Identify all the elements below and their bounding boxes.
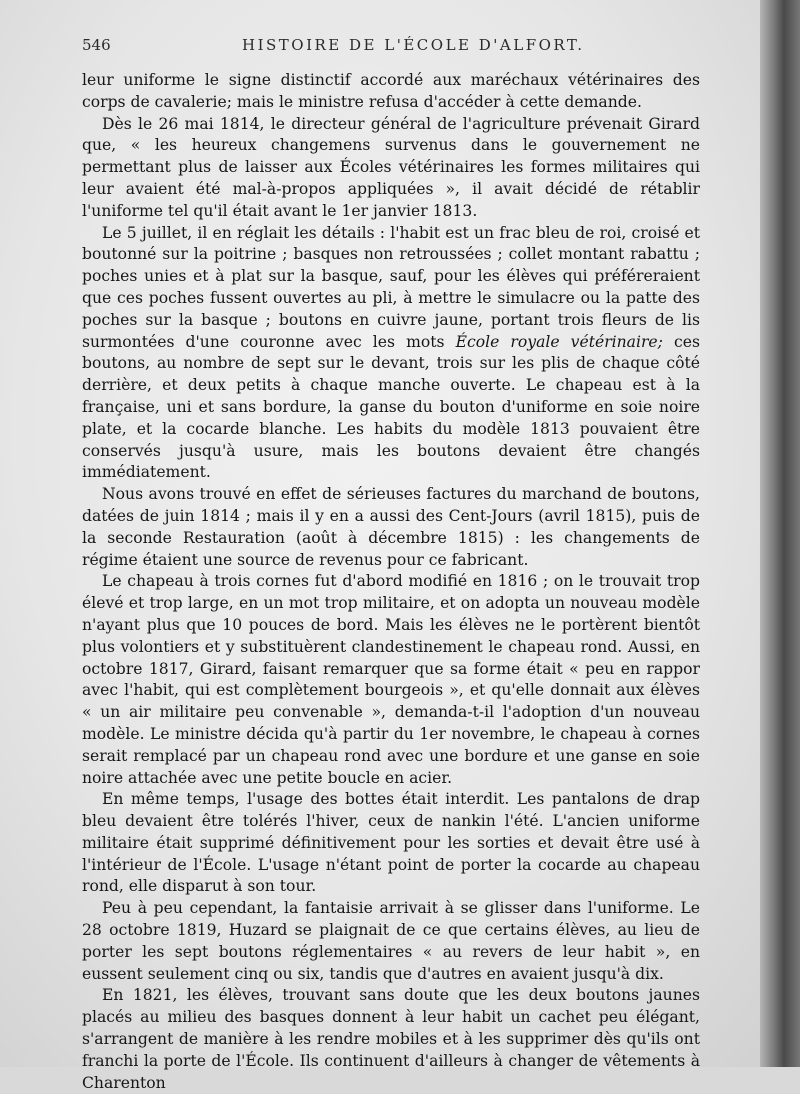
paragraph-4: Nous avons trouvé en effet de sérieuses factures du marchand de boutons, datées de juin 1814 ; mais il y en a aussi des Cent-Jours (avril 1815), puis de la seconde Restauration (août à décembre 1815) : les changements de régime étaient une source de revenus pour ce fabricant. <box>82 485 700 569</box>
page-header <box>82 36 700 60</box>
running-title: HISTOIRE DE L'ÉCOLE D'ALFORT. <box>242 36 585 54</box>
paragraph-6: En même temps, l'usage des bottes était interdit. Les pantalons de drap bleu devaient être tolérés l'hiver, ceux de nankin l'été. L'ancien uniforme militaire était supprimé définitivement pour les sorties et devait être usé à l'intérieur de l'École. L'usage n'étant point de porter la cocarde au chapeau rond, elle disparut à son tour. <box>82 790 700 896</box>
paragraph-3 <box>82 223 700 485</box>
paragraph-5: Le chapeau à trois cornes fut d'abord modifié en 1816 ; on le trouvait trop élevé et trop large, en un mot trop militaire, et on adopta un nouveau modèle n'ayant plus que 10 pouces de bord. Mais les élèves ne le portèrent bientôt plus volontiers et y substituèrent clandestinement le chapeau rond. Aussi, en octobre 1817, Girard, faisant remarquer que sa forme était « peu en rappor avec l'habit, qui est complètement bourgeois », et qu'elle donnait aux élèves « un air militaire peu convenable », demanda-t-il l'adoption d'un nouveau modèle. Le ministre décida qu'à partir du 1er novembre, le chapeau à cornes serait remplacé par un chapeau rond avec une bordure et une ganse en soie noire attachée avec une petite boucle en acier. <box>82 572 700 787</box>
paragraph-7: Peu à peu cependant, la fantaisie arrivait à se glisser dans l'uniforme. Le 28 octobre 1819, Huzard se plaignait de ce que certains élèves, au lieu de porter les sept boutons réglementaires « au revers de leur habit », en eussent seulement cinq ou six, tandis que d'autres en avaient jusqu'à dix. <box>82 899 700 983</box>
paragraph-3-part-2: ces boutons, au nombre de sept sur le devant, trois sur les plis de chaque côté derrière, et deux petits à chaque manche ouverte. Le chapeau est à la française, uni et sans bordure, la ganse du bouton d'uniforme en soie noire plate, et la cocarde blanche. Les habits du modèle 1813 pouvaient être conservés jusqu'à usure, mais les boutons devaient être changés immédiatement. <box>82 332 700 482</box>
book-gutter-shadow <box>760 0 800 1067</box>
italic-motto: École royale vétérinaire; <box>455 332 663 351</box>
paragraph-2: Dès le 26 mai 1814, le directeur général de l'agriculture prévenait Girard que, « les heureux changemens survenus dans le gouvernement ne permettant plus de laisser aux Écoles vétérinaires les formes militaires qui leur avaient été mal-à-propos appliquées », il avait décidé de rétablir l'uniforme tel qu'il était avant le 1er janvier 1813. <box>82 114 700 220</box>
page-number: 546 <box>82 36 111 54</box>
body-text <box>82 70 700 1094</box>
paragraph-8: En 1821, les élèves, trouvant sans doute que les deux boutons jaunes placés au milieu des basques donnent à leur habit un cachet peu élégant, s'arrangent de manière à les rendre mobiles et à les supprimer dès qu'ils ont franchi la porte de l'École. Ils continuent d'ailleurs à changer de vêtements à Charenton <box>82 986 700 1092</box>
paragraph-3-part-1: Le 5 juillet, il en réglait les détails : l'habit est un frac bleu de roi, croisé et boutonné sur la poitrine ; basques non retroussées ; collet montant rabattu ; poches unies et à plat sur la basque, sauf, pour les élèves qui préféreraient que ces poches fussent ouvertes au pli, à mettre le simulacre ou la patte des poches sur la basque ; boutons en cuivre jaune, portant trois fleurs de lis surmontées d'une couronne avec les mots <box>82 223 700 351</box>
paragraph-1: leur uniforme le signe distinctif accordé aux maréchaux vétérinaires des corps de cavalerie; mais le ministre refusa d'accéder à cette demande. <box>82 71 700 111</box>
